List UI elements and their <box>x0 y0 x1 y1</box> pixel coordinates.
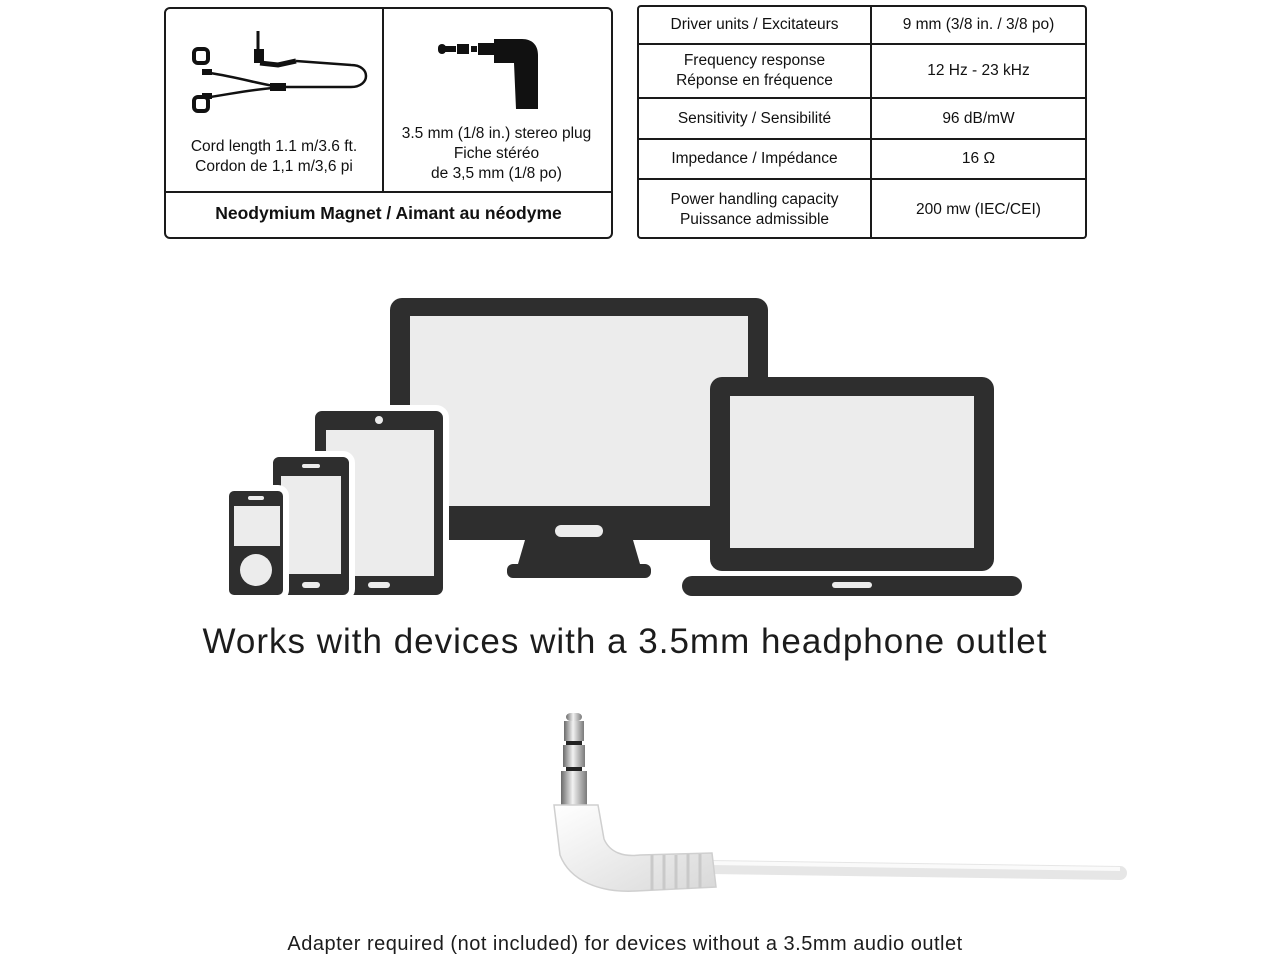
spec-label: Driver units / Excitateurs <box>639 7 872 43</box>
magnet-label: Neodymium Magnet / Aimant au néodyme <box>215 203 562 223</box>
table-row <box>639 99 1085 140</box>
table-row <box>639 180 1085 239</box>
stereo-plug-icon <box>382 17 611 127</box>
spec-value: 12 Hz - 23 kHz <box>927 62 1030 79</box>
earbuds-cord-icon <box>166 21 378 136</box>
adapter-note: Adapter required (not included) for devices without a 3.5mm audio outlet <box>287 933 963 955</box>
spec-value: 96 dB/mW <box>942 109 1015 127</box>
table-row <box>639 140 1085 180</box>
table-row <box>639 7 1085 45</box>
spec-label: Sensitivity / Sensibilité <box>639 99 872 138</box>
feature-box <box>164 7 613 239</box>
spec-label: Impedance / Impédance <box>639 140 872 178</box>
spec-value: 16 Ω <box>961 150 996 167</box>
stereo-plug-cell <box>382 9 611 191</box>
spec-value: 9 mm (3/8 in. / 3/8 po) <box>902 16 1055 33</box>
spec-value: 200 mw (IEC/CEI) <box>916 200 1041 218</box>
laptop-icon <box>682 377 1022 596</box>
devices-illustration <box>220 290 1030 602</box>
cord-length-caption: Cord length 1.1 m/3.6 ft. Cordon de 1,1 m/3,6 pi <box>190 138 358 175</box>
mp3-player-icon <box>226 488 286 598</box>
stereo-plug-caption: 3.5 mm (1/8 in.) stereo plug Fiche stéréo de 3,5 mm (1/8 po) <box>401 125 592 182</box>
headphone-plug-image <box>540 705 1140 915</box>
spec-label: Power handling capacity Puissance admissible <box>639 180 872 239</box>
compatibility-heading: Works with devices with a 3.5mm headphone outlet <box>202 622 1048 661</box>
cord-length-cell <box>166 9 384 191</box>
spec-label: Frequency response Réponse en fréquence <box>639 45 872 97</box>
table-row <box>639 45 1085 99</box>
spec-table <box>637 5 1087 239</box>
divider <box>166 191 611 193</box>
